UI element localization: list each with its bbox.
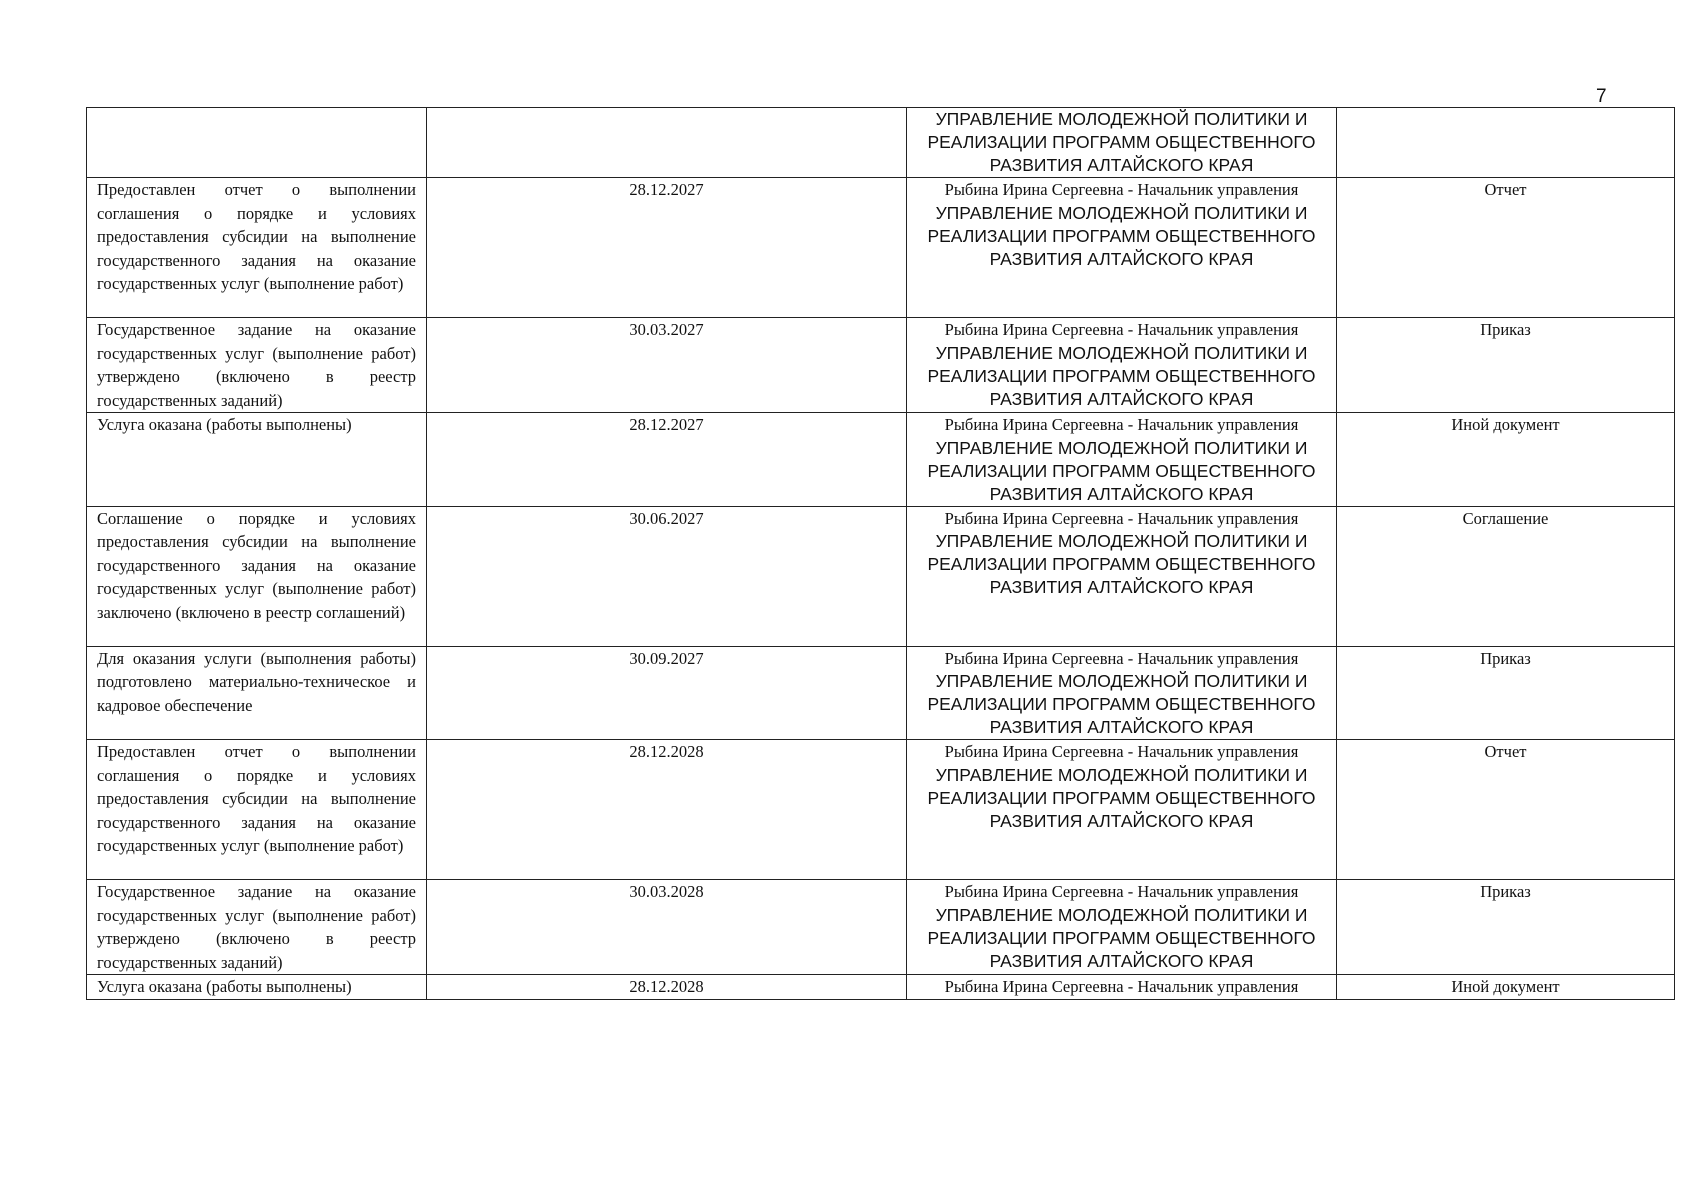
document-type-cell: [1337, 108, 1675, 178]
date-cell: 28.12.2027: [427, 413, 907, 507]
page-number: 7: [1596, 86, 1607, 107]
responsible-person: Рыбина Ирина Сергеевна - Начальник управления: [944, 977, 1299, 996]
document-type-cell: Иной документ: [1337, 975, 1675, 1000]
document-type-cell: Приказ: [1337, 880, 1675, 975]
table-row: [87, 506, 1675, 646]
event-cell: Услуга оказана (работы выполнены): [87, 975, 427, 1000]
responsible-cell: [907, 646, 1337, 740]
responsible-cell: [907, 108, 1337, 178]
event-cell: Услуга оказана (работы выполнены): [87, 413, 427, 507]
date-cell: 28.12.2028: [427, 740, 907, 880]
responsible-cell: [907, 413, 1337, 507]
document-type-cell: Приказ: [1337, 646, 1675, 740]
date-cell: 28.12.2028: [427, 975, 907, 1000]
event-cell: Предоставлен отчет о выполнении соглашения о порядке и условиях предоставления субсидии на выполнение государственного задания на оказание государственных услуг (выполнение работ): [87, 178, 427, 318]
date-cell: [427, 108, 907, 178]
responsible-person: Рыбина Ирина Сергеевна - Начальник управления: [944, 882, 1299, 901]
responsible-cell: [907, 178, 1337, 318]
date-cell: 28.12.2027: [427, 178, 907, 318]
document-type-cell: Отчет: [1337, 178, 1675, 318]
table-row: [87, 880, 1675, 975]
organization-name: УПРАВЛЕНИЕ МОЛОДЕЖНОЙ ПОЛИТИКИ И РЕАЛИЗАЦИИ ПРОГРАММ ОБЩЕСТВЕННОГО РАЗВИТИЯ АЛТАЙСКОГО КРАЯ: [927, 109, 1316, 175]
document-type-cell: Соглашение: [1337, 506, 1675, 646]
event-cell: Для оказания услуги (выполнения работы) подготовлено материально-техническое и кадровое обеспечение: [87, 646, 427, 740]
responsible-cell: [907, 318, 1337, 413]
organization-name: УПРАВЛЕНИЕ МОЛОДЕЖНОЙ ПОЛИТИКИ И РЕАЛИЗАЦИИ ПРОГРАММ ОБЩЕСТВЕННОГО РАЗВИТИЯ АЛТАЙСКОГО КРАЯ: [927, 904, 1316, 971]
table-row: [87, 975, 1675, 1000]
organization-name: УПРАВЛЕНИЕ МОЛОДЕЖНОЙ ПОЛИТИКИ И РЕАЛИЗАЦИИ ПРОГРАММ ОБЩЕСТВЕННОГО РАЗВИТИЯ АЛТАЙСКОГО КРАЯ: [927, 764, 1316, 831]
responsible-person: Рыбина Ирина Сергеевна - Начальник управления: [944, 648, 1299, 668]
organization-name: УПРАВЛЕНИЕ МОЛОДЕЖНОЙ ПОЛИТИКИ И РЕАЛИЗАЦИИ ПРОГРАММ ОБЩЕСТВЕННОГО РАЗВИТИЯ АЛТАЙСКОГО КРАЯ: [927, 671, 1316, 737]
responsible-person: Рыбина Ирина Сергеевна - Начальник управления: [944, 415, 1299, 434]
document-type-cell: Отчет: [1337, 740, 1675, 880]
document-type-cell: Иной документ: [1337, 413, 1675, 507]
table-row: [87, 646, 1675, 740]
date-cell: 30.03.2027: [427, 318, 907, 413]
responsible-cell: [907, 740, 1337, 880]
organization-name: УПРАВЛЕНИЕ МОЛОДЕЖНОЙ ПОЛИТИКИ И РЕАЛИЗАЦИИ ПРОГРАММ ОБЩЕСТВЕННОГО РАЗВИТИЯ АЛТАЙСКОГО КРАЯ: [927, 202, 1316, 269]
organization-name: УПРАВЛЕНИЕ МОЛОДЕЖНОЙ ПОЛИТИКИ И РЕАЛИЗАЦИИ ПРОГРАММ ОБЩЕСТВЕННОГО РАЗВИТИЯ АЛТАЙСКОГО КРАЯ: [927, 342, 1316, 409]
date-cell: 30.09.2027: [427, 646, 907, 740]
organization-name: УПРАВЛЕНИЕ МОЛОДЕЖНОЙ ПОЛИТИКИ И РЕАЛИЗАЦИИ ПРОГРАММ ОБЩЕСТВЕННОГО РАЗВИТИЯ АЛТАЙСКОГО КРАЯ: [927, 531, 1316, 597]
responsible-person: Рыбина Ирина Сергеевна - Начальник управления: [944, 742, 1299, 761]
responsible-cell: [907, 975, 1337, 1000]
responsible-cell: [907, 506, 1337, 646]
document-type-cell: Приказ: [1337, 318, 1675, 413]
organization-name: УПРАВЛЕНИЕ МОЛОДЕЖНОЙ ПОЛИТИКИ И РЕАЛИЗАЦИИ ПРОГРАММ ОБЩЕСТВЕННОГО РАЗВИТИЯ АЛТАЙСКОГО КРАЯ: [927, 437, 1316, 504]
table-row: [87, 318, 1675, 413]
control-points-table: [86, 107, 1675, 1000]
event-cell: Соглашение о порядке и условиях предоставления субсидии на выполнение государственного задания на оказание государственных услуг (выполнение работ) заключено (включено в реестр соглашений): [87, 506, 427, 646]
responsible-cell: [907, 880, 1337, 975]
responsible-person: Рыбина Ирина Сергеевна - Начальник управления: [944, 320, 1299, 339]
table-row: [87, 178, 1675, 318]
responsible-person: Рыбина Ирина Сергеевна - Начальник управления: [944, 508, 1299, 528]
table-row: [87, 740, 1675, 880]
event-cell: Предоставлен отчет о выполнении соглашения о порядке и условиях предоставления субсидии на выполнение государственного задания на оказание государственных услуг (выполнение работ): [87, 740, 427, 880]
date-cell: 30.03.2028: [427, 880, 907, 975]
event-cell: Государственное задание на оказание государственных услуг (выполнение работ) утверждено (включено в реестр государственных заданий): [87, 318, 427, 413]
table-row: [87, 413, 1675, 507]
date-cell: 30.06.2027: [427, 506, 907, 646]
responsible-person: Рыбина Ирина Сергеевна - Начальник управления: [944, 180, 1299, 199]
table-row: [87, 108, 1675, 178]
event-cell: [87, 108, 427, 178]
event-cell: Государственное задание на оказание государственных услуг (выполнение работ) утверждено (включено в реестр государственных заданий): [87, 880, 427, 975]
